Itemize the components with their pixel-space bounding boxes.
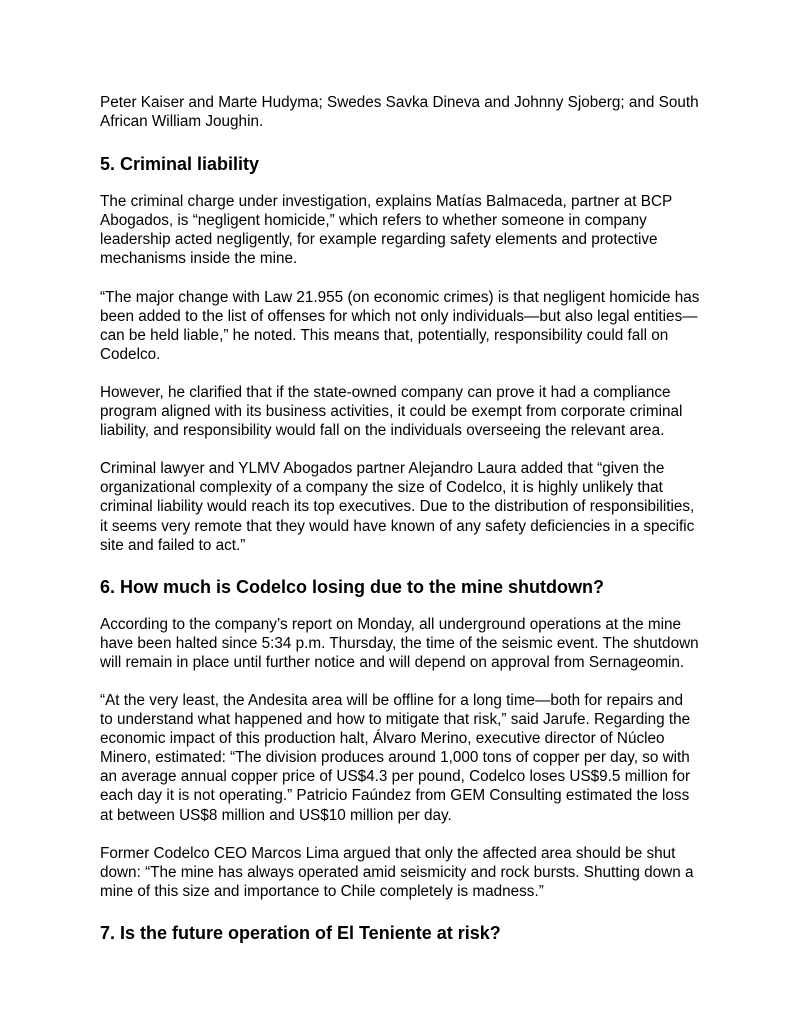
paragraph: “The major change with Law 21.955 (on economic crimes) is that negligent homicide has been added to the list of offenses for which not only individuals—but also legal entities—can be held liable,” he noted. This means that, potentially, responsibility could fall on Codelco. xyxy=(100,288,700,363)
section-heading-future-operation: 7. Is the future operation of El Teniente at risk? xyxy=(100,922,501,943)
paragraph: The criminal charge under investigation, explains Matías Balmaceda, partner at BCP Abogados, is “negligent homicide,” which refers to whether someone in company leadership acted negligently, for example regarding safety elements and protective mechanisms inside the mine. xyxy=(100,193,672,268)
paragraph: Criminal lawyer and YLMV Abogados partner Alejandro Laura added that “given the organizational complexity of a company the size of Codelco, it is highly unlikely that criminal liability would reach its top executives. Due to the distribution of responsibilities, it seems very remote that they would have known of any safety deficiencies in a specific site and failed to act.” xyxy=(100,460,695,554)
paragraph: However, he clarified that if the state-owned company can prove it had a compliance program aligned with its business activities, it could be exempt from corporate criminal liability, and responsibility would fall on the individuals overseeing the relevant area. xyxy=(100,383,683,440)
section-heading-criminal-liability: 5. Criminal liability xyxy=(100,154,260,175)
paragraph: Former Codelco CEO Marcos Lima argued that only the affected area should be shut down: “The mine has always operated amid seismicity and rock bursts. Shutting down a mine of this size and importance to Chile completely is madness.” xyxy=(100,844,694,900)
intro-paragraph: Peter Kaiser and Marte Hudyma; Swedes Savka Dineva and Johnny Sjoberg; and South African William Joughin. xyxy=(100,94,699,131)
paragraph: According to the company’s report on Monday, all underground operations at the mine have been halted since 5:34 p.m. Thursday, the time of the seismic event. The shutdown will remain in place until further notice and will depend on approval from Sernageomin. xyxy=(100,615,699,671)
section-heading-codelco-losses: 6. How much is Codelco losing due to the mine shutdown? xyxy=(100,576,605,597)
paragraph: “At the very least, the Andesita area will be offline for a long time—both for repairs and to understand what happened and how to mitigate that risk,” said Jarufe. Regarding the economic impact of this production halt, Álvaro Merino, executive director of Núcleo Minero, estimated: “The division produces around 1,000 tons of copper per day, so with an average annual copper price of US$4.3 per pound, Codelco loses US$9.5 million for each day it is not operating.” Patricio Faúndez from GEM Consulting estimated the loss at between US$8 million and US$10 million per day. xyxy=(100,691,691,824)
document-page xyxy=(100,93,700,944)
